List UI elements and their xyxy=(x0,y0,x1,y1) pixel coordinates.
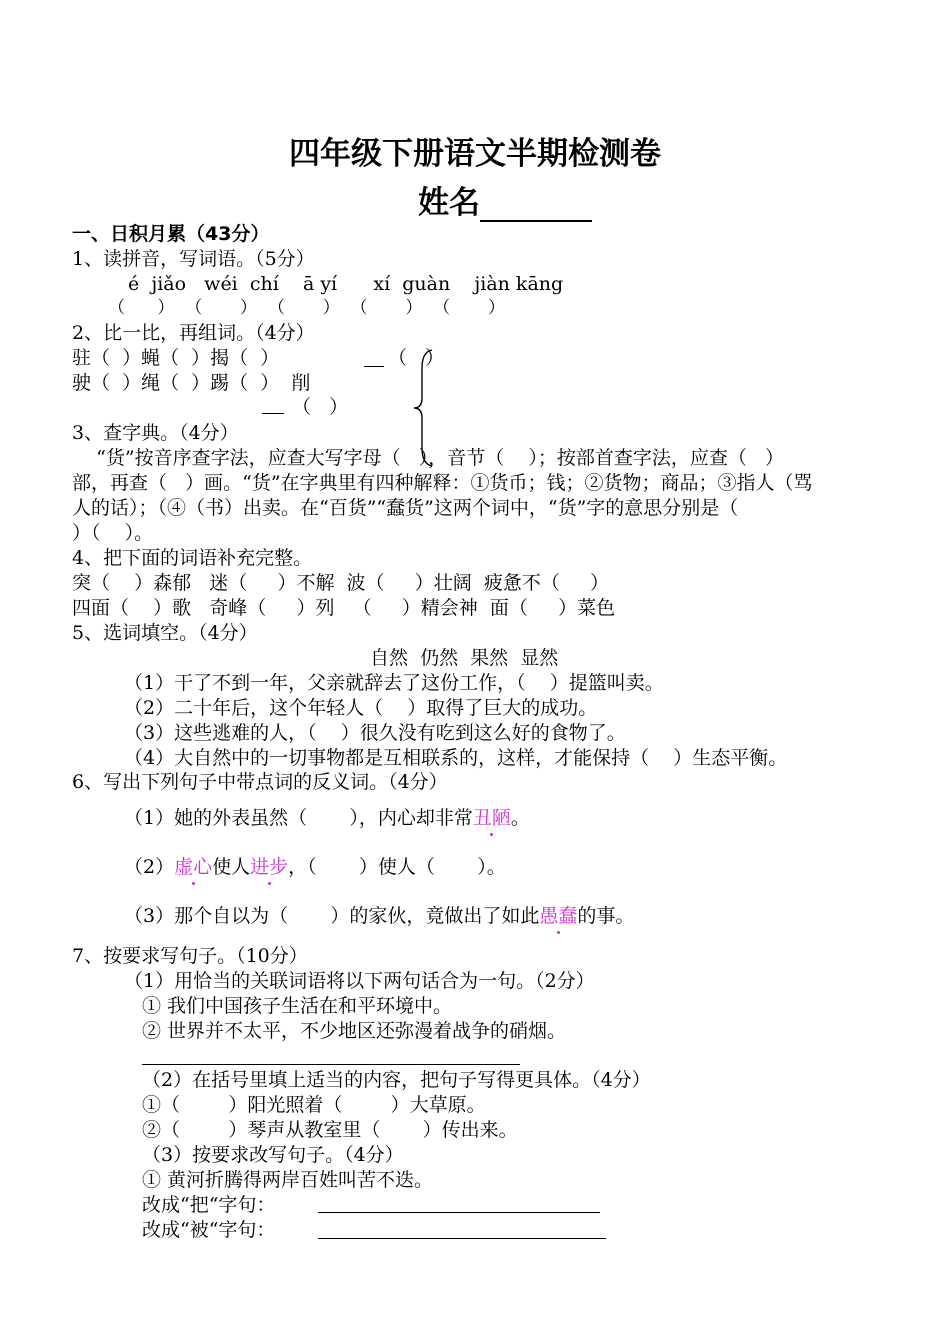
q7-part-1: （1）用恰当的关联词语将以下两句话合为一句。（2分） xyxy=(124,970,595,992)
q1-answer-brackets[interactable]: （ ） （ ） （ ） （ ） （ ） xyxy=(108,298,505,318)
q7-part-1-b: ② 世界并不太平，不少地区还弥漫着战争的硝烟。 xyxy=(142,1020,567,1042)
q6-s1-dotted-word: 丑陋 xyxy=(472,807,511,829)
q6-sentence-2 xyxy=(124,855,506,879)
q5-sentence-3: （3）这些逃难的人，（ ）很久没有吃到这么好的食物了。 xyxy=(124,722,626,744)
q7-part-3-a: ① 黄河折腾得两岸百姓叫苦不迭。 xyxy=(142,1169,434,1191)
q7-part-3-ba-label: 改成“把“字句： xyxy=(142,1194,276,1216)
q6-s2-text-b: ，（ ）使人（ ）。 xyxy=(288,856,506,878)
q6-s3-text-a: （3）那个自以为（ ）的家伙，竟做出了如此 xyxy=(124,905,540,927)
exam-title: 四年级下册语文半期检测卷 xyxy=(289,136,661,172)
q7-part-2: （2）在括号里填上适当的内容，把句子写得更具体。（4分） xyxy=(142,1069,651,1091)
section-1-heading: 一、日积月累（43分） xyxy=(72,223,270,245)
name-blank[interactable] xyxy=(480,190,592,222)
q6-s3-dotted-word: 愚蠢 xyxy=(539,905,578,927)
q3-heading: 3、查字典。（4分） xyxy=(72,422,239,444)
q5-word-bank: 自然 仍然 果然 显然 xyxy=(370,647,559,669)
q2-heading: 2、比一比，再组词。（4分） xyxy=(72,322,315,344)
q4-line-2: 四面（ ）歌 奇峰（ ）列 （ ）精会神 面（ ）菜色 xyxy=(72,597,616,619)
q3-line-1: “货”按音序查字法，应查大写字母（ ），音节（ ）；按部首查字法，应查（ ） xyxy=(72,447,784,469)
q3-line-2: 部，再查（ ）画。“货”在字典里有四种解释：①货币；钱；②货物；商品；③指人（骂 xyxy=(72,472,813,494)
q2-blank-2[interactable] xyxy=(262,413,284,414)
q6-s1-text-b: 。 xyxy=(510,807,530,829)
name-line xyxy=(0,177,950,222)
q3-line-4: ）（ ）。 xyxy=(72,522,154,544)
q4-line-1: 突（ ）森郁 迷（ ）不解 波（ ）壮阔 疲惫不（ ） xyxy=(72,572,610,594)
name-label: 姓名 xyxy=(418,185,480,221)
q6-heading: 6、写出下列句子中带点词的反义词。（4分） xyxy=(72,771,448,793)
q6-s2-text-m: 使人 xyxy=(212,856,251,878)
q7-heading: 7、按要求写句子。（10分） xyxy=(72,945,308,967)
q2-bracket-1[interactable]: （ ） xyxy=(388,347,445,369)
q5-heading: 5、选词填空。（4分） xyxy=(72,622,258,644)
q5-sentence-1: （1）干了不到一年，父亲就辞去了这份工作，（ ）提篮叫卖。 xyxy=(124,672,664,694)
q7-part-2-b: ②（ ）琴声从教室里（ ）传出来。 xyxy=(142,1119,518,1141)
q2-row-2: 驶（ ）绳（ ）踢（ ） 削 xyxy=(72,372,311,394)
q7-part-1-answer-line[interactable] xyxy=(142,1064,520,1065)
q7-bei-answer-line[interactable] xyxy=(318,1238,606,1239)
q1-pinyin: é jiǎo wéi chí ā yí xí guàn jiàn kāng xyxy=(128,273,564,295)
q6-s1-text-a: （1）她的外表虽然（ ），内心却非常 xyxy=(124,807,473,829)
q7-part-3: （3）按要求改写句子。（4分） xyxy=(142,1144,404,1166)
q7-part-1-a: ① 我们中国孩子生活在和平环境中。 xyxy=(142,995,453,1017)
q7-part-2-a: ①（ ）阳光照着（ ）大草原。 xyxy=(142,1094,486,1116)
q6-s3-text-b: 的事。 xyxy=(577,905,635,927)
q6-s2-dotted-word-2: 进步 xyxy=(250,856,289,878)
q6-sentence-3 xyxy=(124,904,634,928)
q2-blank-1[interactable] xyxy=(364,366,384,367)
q5-sentence-2: （2）二十年后，这个年轻人（ ）取得了巨大的成功。 xyxy=(124,697,598,719)
q2-bracket-2[interactable]: （ ） xyxy=(292,396,349,418)
q1-heading: 1、读拼音，写词语。（5分） xyxy=(72,248,315,270)
q5-sentence-4: （4）大自然中的一切事物都是互相联系的，这样，才能保持（ ）生态平衡。 xyxy=(124,747,788,769)
q2-row-1: 驻（ ）蝇（ ）揭（ ） xyxy=(72,347,280,369)
q7-part-3-bei-label: 改成“被“字句： xyxy=(142,1219,276,1241)
q6-s2-text-a: （2） xyxy=(124,856,175,878)
q6-sentence-1 xyxy=(124,806,530,830)
q4-heading: 4、把下面的词语补充完整。 xyxy=(72,547,313,569)
q7-ba-answer-line[interactable] xyxy=(318,1212,600,1213)
q3-line-3: 人的话）；（④（书）出卖。在“百货”“蠢货”这两个词中，“货”字的意思分别是（ xyxy=(72,497,739,519)
q6-s2-dotted-word-1: 虚心 xyxy=(174,856,213,878)
